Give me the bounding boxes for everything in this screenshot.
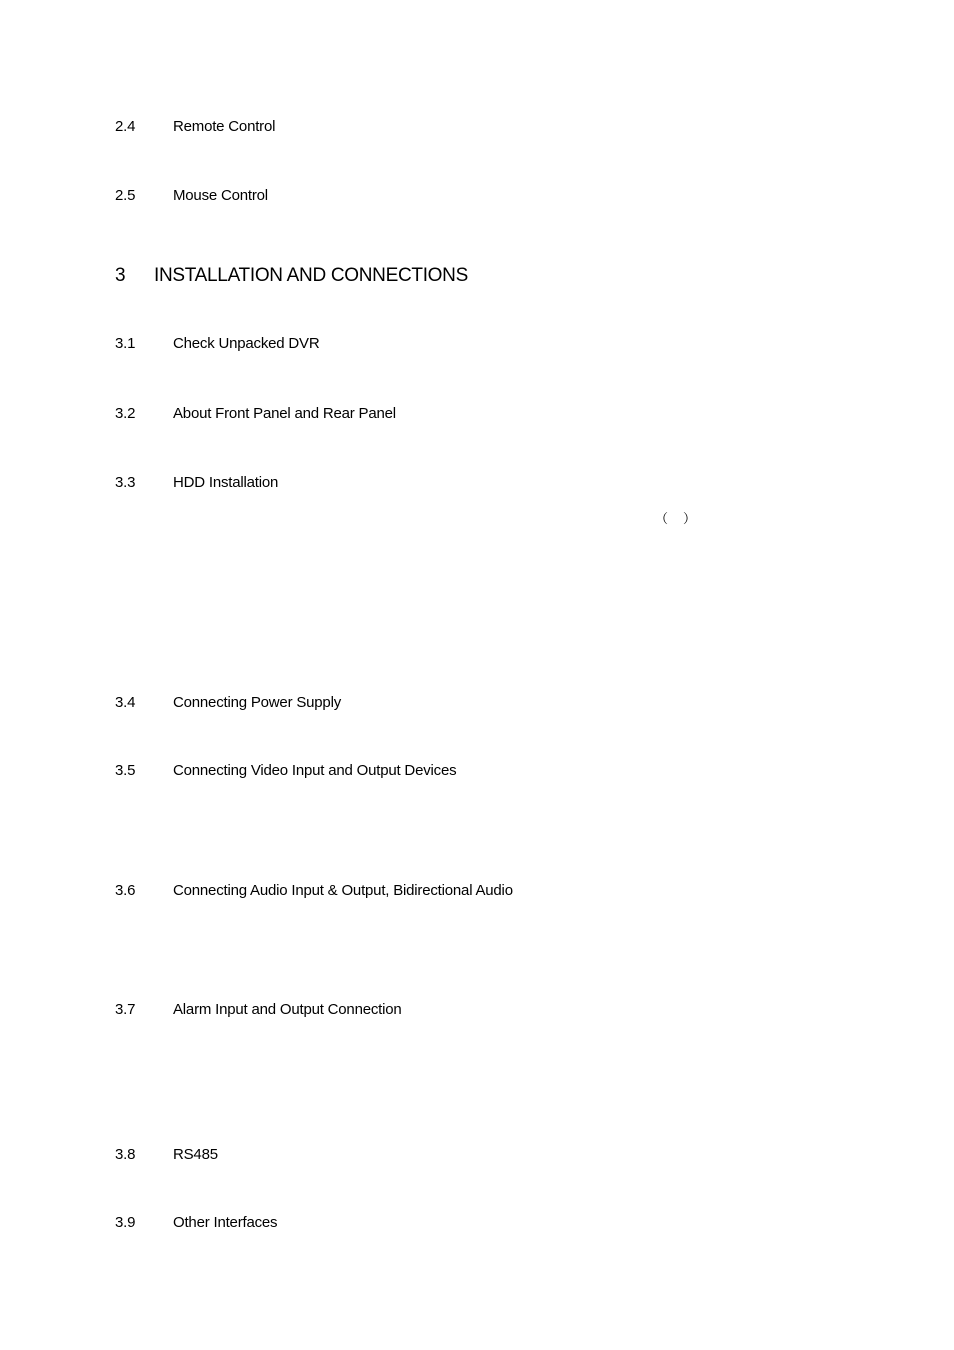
section-title: Remote Control [173,118,276,135]
section-number: 3.4 [115,694,136,711]
section-title: RS485 [173,1146,218,1163]
section-title: Connecting Video Input and Output Devices [173,762,457,779]
section-title: Connecting Audio Input & Output, Bidirectional Audio [173,882,513,899]
section-number: 3.7 [115,1001,136,1018]
section-title: Alarm Input and Output Connection [173,1001,402,1018]
section-number: 3.5 [115,762,136,779]
section-title: Mouse Control [173,187,268,204]
section-number: 3.2 [115,405,136,422]
section-number: 3.8 [115,1146,136,1163]
section-title: Connecting Power Supply [173,694,342,711]
section-number: 3.3 [115,474,136,491]
section-title: About Front Panel and Rear Panel [173,405,396,422]
section-number: 2.5 [115,187,136,204]
chapter-number: 3 [115,265,126,286]
chapter-title: INSTALLATION AND CONNECTIONS [154,265,468,286]
section-number: 3.6 [115,882,136,899]
section-number: 3.9 [115,1214,136,1231]
close-parenthesis: ） [683,511,697,526]
open-parenthesis: （ [655,511,669,526]
section-title: Other Interfaces [173,1214,278,1231]
section-number: 3.1 [115,335,136,352]
section-title: HDD Installation [173,474,279,491]
section-number: 2.4 [115,118,136,135]
section-title: Check Unpacked DVR [173,335,320,352]
